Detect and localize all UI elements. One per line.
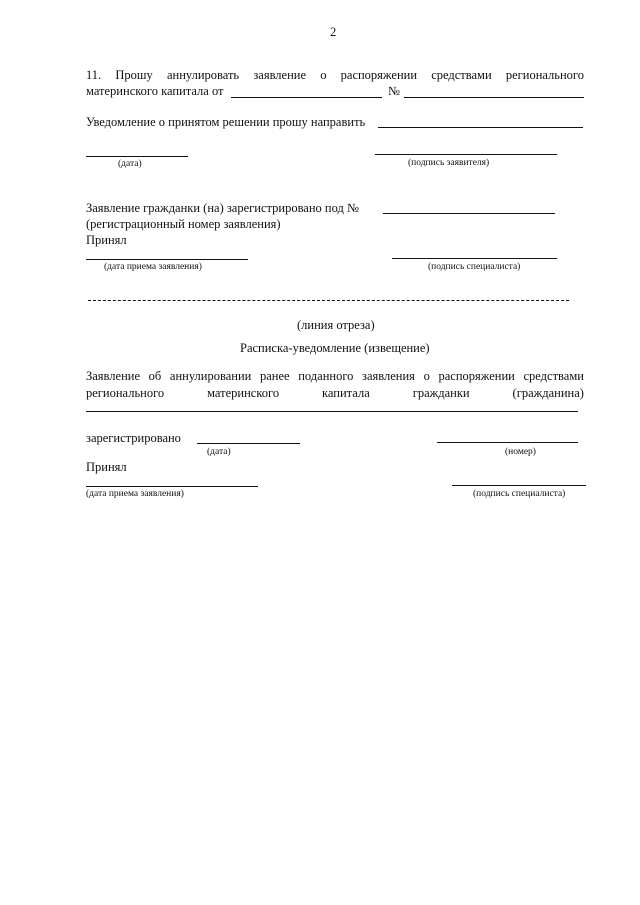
receipt-line2-word: материнского [207, 386, 280, 400]
receipt-accept-date-line[interactable] [86, 486, 258, 487]
receipt-line2-word: капитала [322, 386, 370, 400]
receipt-accepted-label: Принял [86, 460, 127, 474]
number-field-line[interactable] [404, 97, 584, 98]
section11-line1-word: заявление [253, 68, 307, 82]
date-field-line[interactable] [231, 97, 382, 98]
section11-line1 [86, 68, 584, 83]
registration-accepted-label: Принял [86, 233, 127, 247]
citizen-name-line[interactable] [86, 411, 578, 412]
registration-signature-line[interactable] [392, 258, 557, 259]
section11-line1-word: распоряжении [340, 68, 418, 82]
section11-line1-word: 11. [86, 68, 102, 82]
receipt-signature-caption: (подпись специалиста) [473, 489, 566, 499]
receipt-line1 [86, 369, 584, 384]
receipt-line1-word: аннулировании [169, 369, 252, 383]
registration-date-caption: (дата приема заявления) [104, 262, 202, 272]
receipt-line1-word: заявления [362, 369, 415, 383]
applicant-signature-caption: (подпись заявителя) [408, 158, 490, 168]
notification-text: Уведомление о принятом решении прошу направить [86, 115, 366, 129]
receipt-accept-date-caption: (дата приема заявления) [86, 489, 184, 499]
cut-line-caption: (линия отреза) [297, 318, 375, 332]
applicant-date-caption: (дата) [118, 159, 142, 169]
receipt-line2-word: (гражданина) [512, 386, 584, 400]
applicant-date-line[interactable] [86, 156, 188, 157]
receipt-number-caption: (номер) [505, 447, 536, 457]
section11-line1-word: аннулировать [166, 68, 240, 82]
registration-signature-caption: (подпись специалиста) [428, 262, 521, 272]
receipt-signature-line[interactable] [452, 485, 586, 486]
receipt-title: Расписка-уведомление (извещение) [240, 341, 430, 355]
receipt-registered-label: зарегистрировано [86, 431, 181, 445]
section11-line1-word: средствами [431, 68, 492, 82]
registration-number-line[interactable] [383, 213, 555, 214]
section11-line1-word: Прошу [115, 68, 153, 82]
receipt-line2 [86, 386, 584, 401]
receipt-line1-word: Заявление [86, 369, 141, 383]
receipt-line1-word: поданного [298, 369, 354, 383]
applicant-signature-line[interactable] [375, 154, 557, 155]
receipt-line1-word: о [423, 369, 430, 383]
receipt-line1-word: ранее [259, 369, 290, 383]
cut-line [88, 300, 569, 301]
receipt-number-line[interactable] [437, 442, 578, 443]
receipt-line1-word: средствами [523, 369, 584, 383]
section11-line1-word: регионального [505, 68, 584, 82]
section11-line2-text: материнского капитала от [86, 84, 224, 98]
notification-field-line[interactable] [378, 127, 583, 128]
receipt-line1-word: распоряжении [438, 369, 515, 383]
receipt-line1-word: об [148, 369, 162, 383]
receipt-line2-word: гражданки [412, 386, 470, 400]
receipt-line2-word: регионального [86, 386, 165, 400]
page-number: 2 [330, 25, 337, 39]
receipt-date-line[interactable] [197, 443, 300, 444]
number-sign: № [388, 84, 400, 98]
section11-line1-word: о [320, 68, 327, 82]
registration-date-line[interactable] [86, 259, 248, 260]
registration-line1-text: Заявление гражданки (на) зарегистрировано под № [86, 201, 359, 215]
receipt-date-caption: (дата) [207, 447, 231, 457]
registration-line2-text: (регистрационный номер заявления) [86, 217, 281, 231]
